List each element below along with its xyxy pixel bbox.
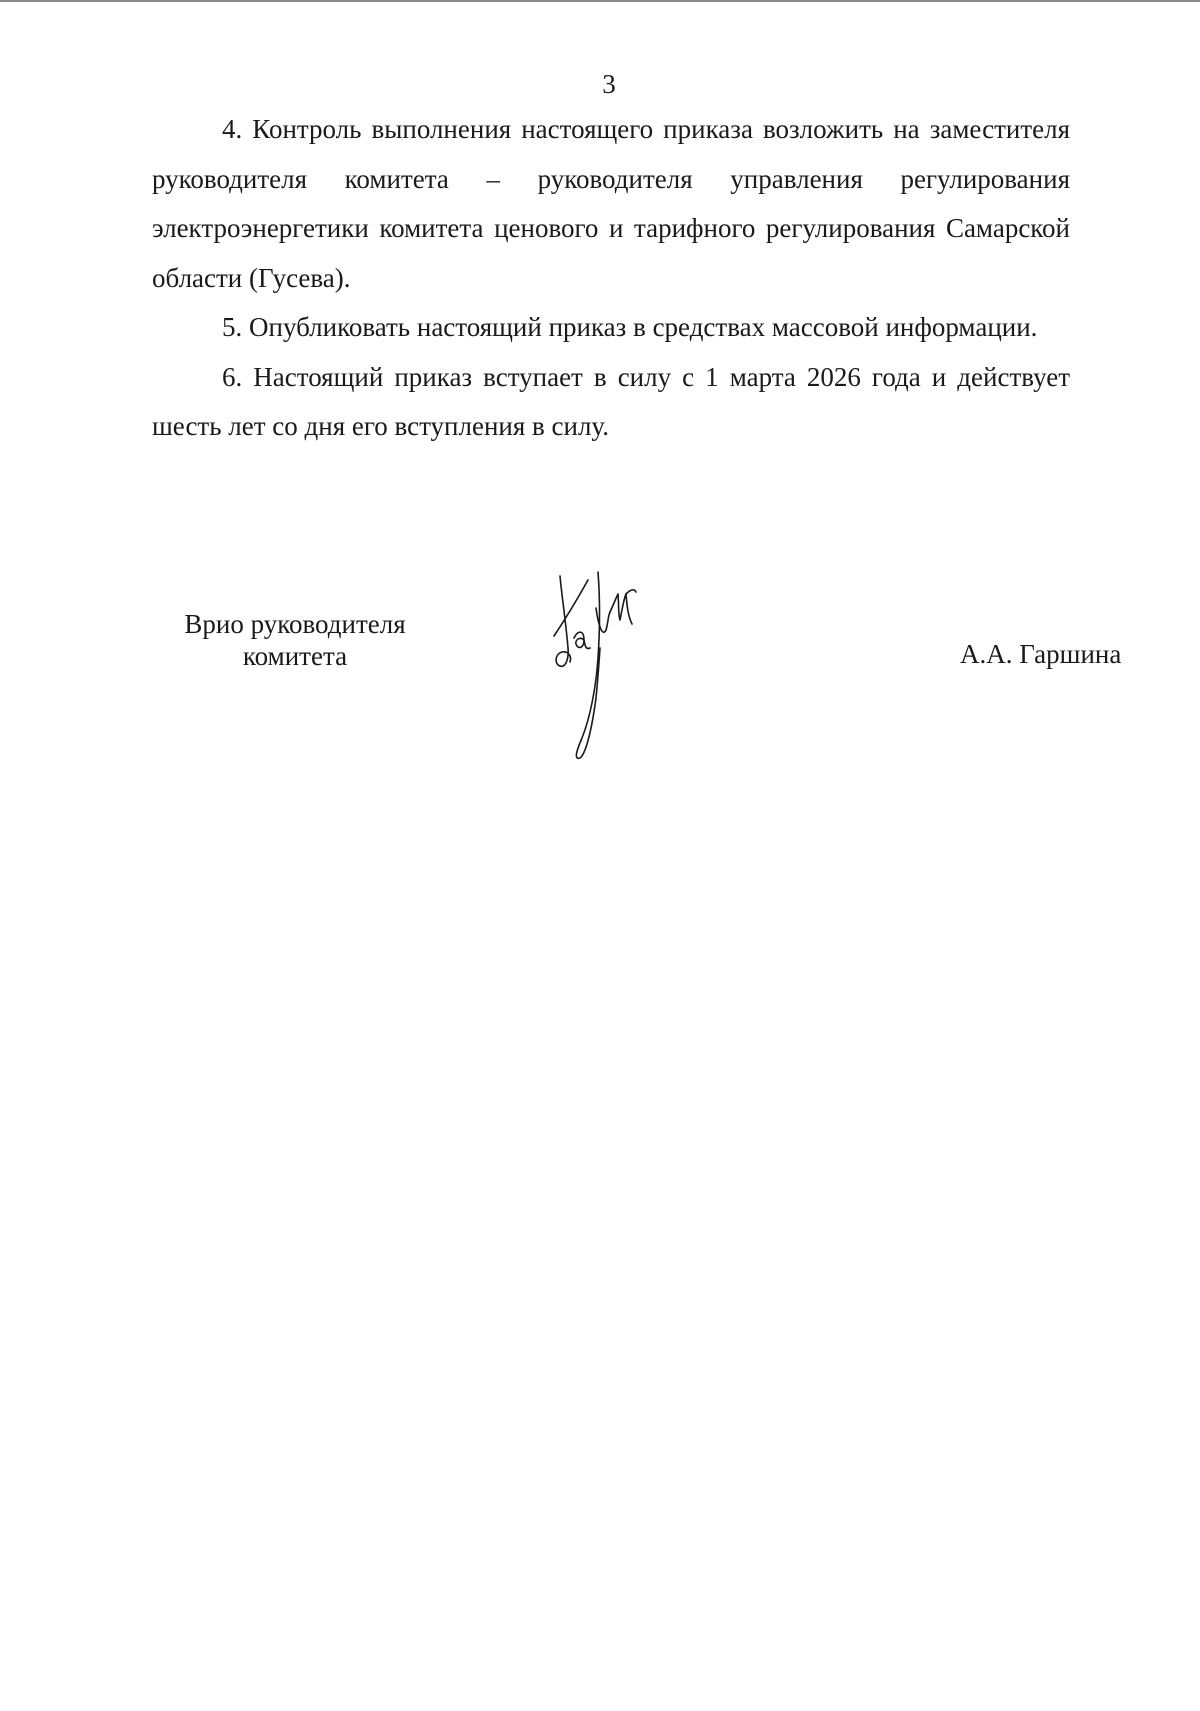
paragraph-5: 5. Опубликовать настоящий приказ в средствах массовой информации. [222,312,1038,342]
signer-name: А.А. Гаршина [960,639,1122,669]
signer-position-line-1: Врио руководителя [184,609,406,639]
paragraph-4: 4. Контроль выполнения настоящего приказа возложить на заместителя руководителя комитета – руководителя управления регулирования электроэнергетики комитета ценового и тарифного регулирования Самарской области (Гусева). [152,114,1070,293]
signer-position [170,608,420,672]
signer-position-line-2: комитета [242,641,348,671]
handwritten-signature-icon [548,568,643,763]
paragraph-6: 6. Настоящий приказ вступает в силу с 1 марта 2026 года и действует шесть лет со дня его вступления в силу. [152,361,1070,441]
signature-block [0,0,1200,800]
page-number: 3 [602,69,616,99]
